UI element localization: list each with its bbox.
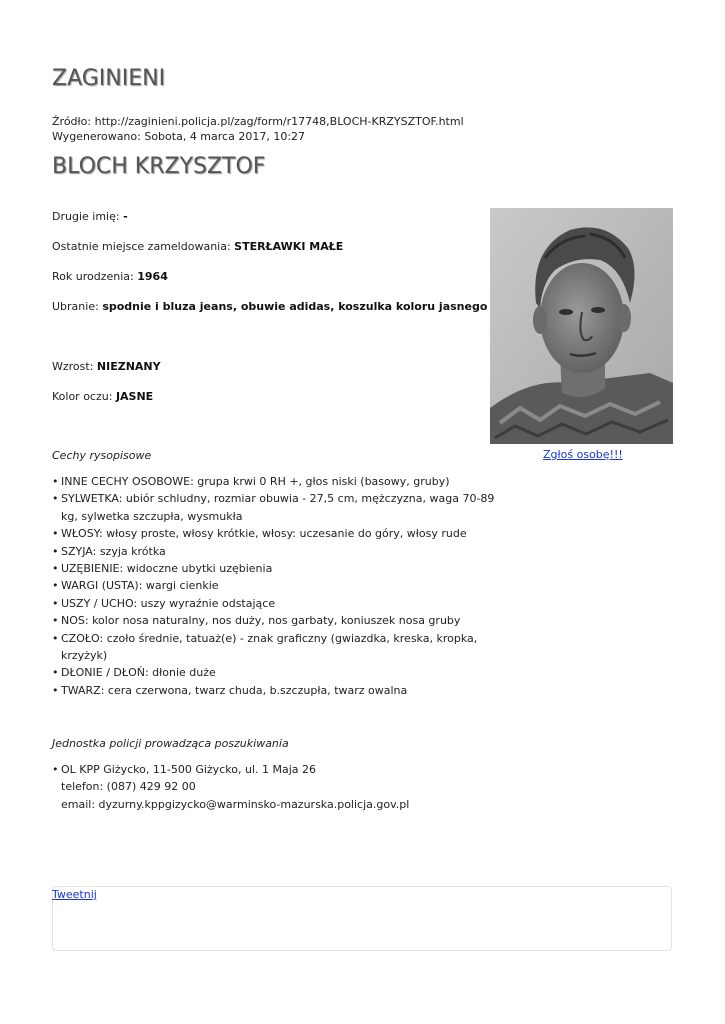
- source-label: Źródło:: [52, 115, 92, 128]
- field-value: spodnie i bluza jeans, obuwie adidas, koszulka koloru jasnego: [102, 300, 488, 313]
- field-label: Drugie imię:: [52, 210, 120, 223]
- field-middle-name: [52, 210, 128, 223]
- field-value: STERŁAWKI MAŁE: [234, 240, 344, 253]
- field-value: NIEZNANY: [96, 360, 161, 373]
- person-photo: [490, 208, 673, 444]
- field-value: 1964: [137, 270, 168, 283]
- field-last-address: [52, 240, 343, 253]
- field-label: Ubranie:: [52, 300, 99, 313]
- field-label: Wzrost:: [52, 360, 94, 373]
- list-item: • NOS: kolor nosa naturalny, nos duży, nos garbaty, koniuszek nosa gruby: [52, 612, 501, 629]
- field-label: Ostatnie miejsce zameldowania:: [52, 240, 231, 253]
- features-heading: Cechy rysopisowe: [52, 449, 152, 462]
- list-item: • DŁONIE / DŁOŃ: dłonie duże: [52, 664, 501, 681]
- police-heading: Jednostka policji prowadząca poszukiwania: [52, 737, 289, 750]
- police-unit: • OL KPP Giżycko, 11-500 Giżycko, ul. 1 Maja 26: [61, 763, 316, 776]
- report-person-link[interactable]: Zgłoś osobę!!!: [543, 448, 623, 461]
- generated-label: Wygenerowano:: [52, 130, 141, 143]
- features-list: [52, 473, 501, 699]
- generated-value: Sobota, 4 marca 2017, 10:27: [144, 130, 306, 143]
- field-birth-year: [52, 270, 168, 283]
- field-height: [52, 360, 161, 373]
- field-label: Kolor oczu:: [52, 390, 113, 403]
- list-item: • WŁOSY: włosy proste, włosy krótkie, włosy: uczesanie do góry, włosy rude: [52, 525, 501, 542]
- person-name: BLOCH KRZYSZTOF: [52, 154, 266, 179]
- list-item: • WARGI (USTA): wargi cienkie: [52, 577, 501, 594]
- list-item: • SZYJA: szyja krótka: [52, 543, 501, 560]
- tweet-link[interactable]: Tweetnij: [52, 888, 97, 901]
- page-title: ZAGINIENI: [52, 66, 166, 91]
- list-item: • INNE CECHY OSOBOWE: grupa krwi 0 RH +, głos niski (basowy, gruby): [52, 473, 501, 490]
- field-value: -: [123, 210, 128, 223]
- field-clothing: [52, 300, 487, 313]
- list-item: • SYLWETKA: ubiór schludny, rozmiar obuwia - 27,5 cm, mężczyzna, waga 70-89 kg, sylwetka szczupła, wysmukła: [52, 490, 501, 525]
- police-email: email: dyzurny.kppgizycko@warminsko-mazurska.policja.gov.pl: [61, 797, 410, 811]
- source-url: http://zaginieni.policja.pl/zag/form/r17748,BLOCH-KRZYSZTOF.html: [94, 115, 464, 128]
- field-eye-color: [52, 390, 153, 403]
- list-item: • CZOŁO: czoło średnie, tatuaż(e) - znak graficzny (gwiazdka, kreska, kropka, krzyżyk): [52, 630, 501, 665]
- police-phone: telefon: (087) 429 92 00: [61, 780, 196, 794]
- field-value: JASNE: [115, 390, 154, 403]
- tweet-box: [52, 886, 672, 951]
- list-item: • UZĘBIENIE: widoczne ubytki uzębienia: [52, 560, 501, 577]
- police-list: [52, 761, 501, 813]
- generated-line: [52, 129, 305, 144]
- list-item: [52, 761, 501, 813]
- portrait-image: [490, 208, 673, 444]
- source-line: [52, 114, 464, 129]
- list-item: • USZY / UCHO: uszy wyraźnie odstające: [52, 595, 501, 612]
- field-label: Rok urodzenia:: [52, 270, 134, 283]
- list-item: • TWARZ: cera czerwona, twarz chuda, b.szczupła, twarz owalna: [52, 682, 501, 699]
